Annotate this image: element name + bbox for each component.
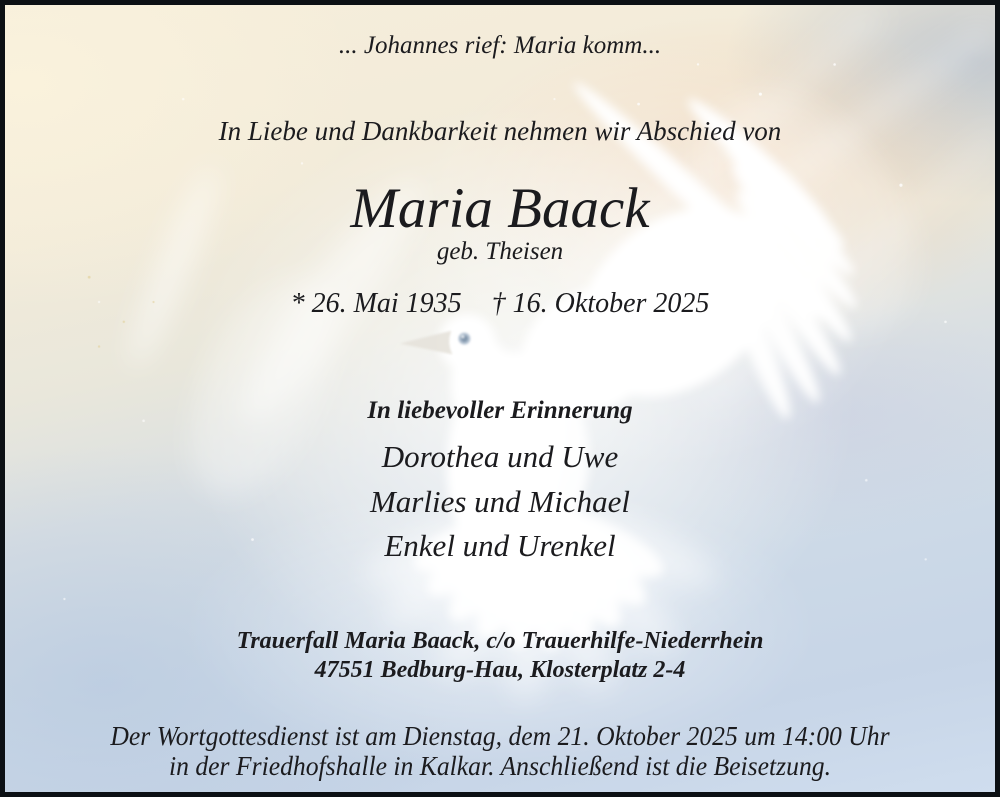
contact-line-2: 47551 Bedburg-Hau, Klosterplatz 2-4 — [314, 657, 686, 683]
deceased-name: Maria Baack — [350, 177, 650, 240]
intro-text: In Liebe und Dankbarkeit nehmen wir Abschied von — [218, 116, 782, 146]
birth-date: * 26. Mai 1935 — [290, 288, 462, 319]
epigraph-text: ... Johannes rief: Maria komm... — [338, 32, 662, 59]
maiden-name: geb. Theisen — [436, 238, 564, 265]
mourner-line: Marlies und Michael — [369, 484, 630, 519]
mourner-line: Dorothea und Uwe — [381, 439, 619, 474]
mourner-line: Enkel und Urenkel — [384, 528, 616, 563]
death-date: † 16. Oktober 2025 — [491, 288, 710, 319]
memorial-heading: In liebevoller Erinnerung — [367, 397, 633, 424]
life-dates — [5, 288, 995, 320]
service-line-2: in der Friedhofshalle in Kalkar. Anschließend ist die Beisetzung. — [168, 751, 832, 781]
service-line-1: Der Wortgottesdienst ist am Dienstag, dem 21. Oktober 2025 um 14:00 Uhr — [110, 721, 890, 751]
contact-line-1: Trauerfall Maria Baack, c/o Trauerhilfe-Niederrhein — [236, 628, 764, 654]
